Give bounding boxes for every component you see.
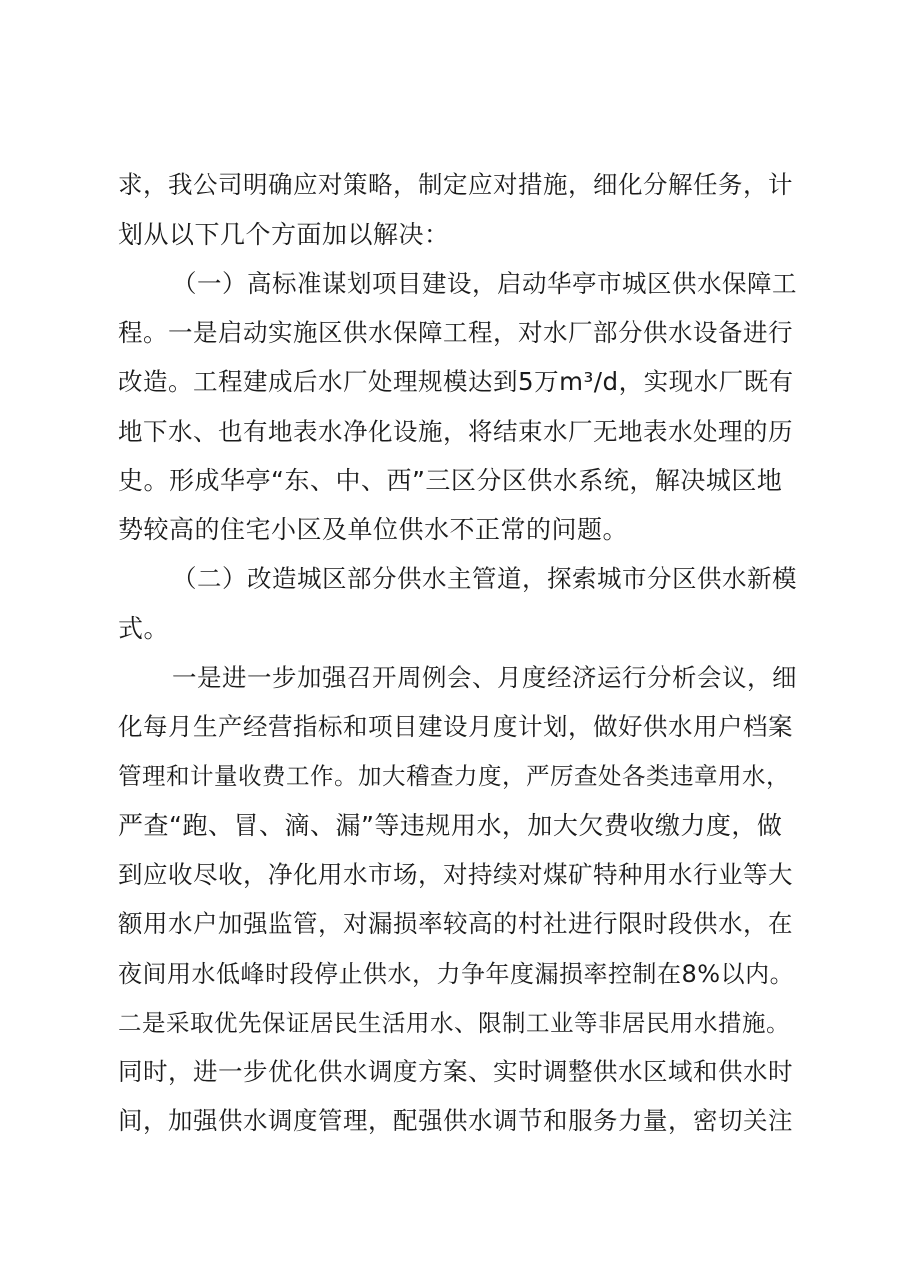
text-line-13: 管理和计量收费工作。加大稽查力度，严厉查处各类违章用水， [118, 762, 790, 790]
text-line-20: 间，加强供水调度管理，配强供水调节和服务力量，密切关注 [118, 1106, 793, 1135]
text-line-3: （一）高标准谋划项目建设，启动华亭市城区供水保障工 [172, 269, 797, 298]
text-line-4: 程。一是启动实施区供水保障工程，对水厂部分供水设备进行 [118, 318, 793, 347]
text-line-2: 划从以下几个方面加以解决： [118, 220, 450, 249]
text-line-17: 夜间用水低峰时段停止供水，力争年度漏损率控制在8%以内。 [118, 960, 795, 988]
text-line-5: 改造。工程建成后水厂处理规模达到5万m³/d，实现水厂既有 [118, 367, 794, 396]
text-line-15: 到应收尽收，净化用水市场，对持续对煤矿特种用水行业等大 [118, 860, 793, 889]
text-line-7: 史。形成华亭“东、中、西”三区分区供水系统，解决城区地 [118, 466, 783, 495]
text-line-1: 求，我公司明确应对策略，制定应对措施，细化分解任务，计 [118, 170, 793, 199]
text-line-18: 二是采取优先保证居民生活用水、限制工业等非居民用水措施。 [118, 1009, 790, 1037]
text-line-16: 额用水户加强监管，对漏损率较高的村社进行限时段供水，在 [118, 909, 793, 938]
text-line-8: 势较高的住宅小区及单位供水不正常的问题。 [118, 515, 629, 544]
text-line-10: 式。 [118, 614, 170, 643]
text-line-14: 严查“跑、冒、滴、漏”等违规用水，加大欠费收缴力度，做 [118, 811, 783, 840]
text-line-12: 化每月生产经营指标和项目建设月度计划，做好供水用户档案 [118, 712, 793, 741]
text-line-19: 同时，进一步优化供水调度方案、实时调整供水区域和供水时 [118, 1057, 793, 1086]
text-line-9: （二）改造城区部分供水主管道，探索城市分区供水新模 [172, 564, 797, 593]
text-line-11: 一是进一步加强召开周例会、月度经济运行分析会议，细 [172, 663, 797, 692]
text-line-6: 地下水、也有地表水净化设施，将结束水厂无地表水处理的历 [118, 417, 793, 446]
